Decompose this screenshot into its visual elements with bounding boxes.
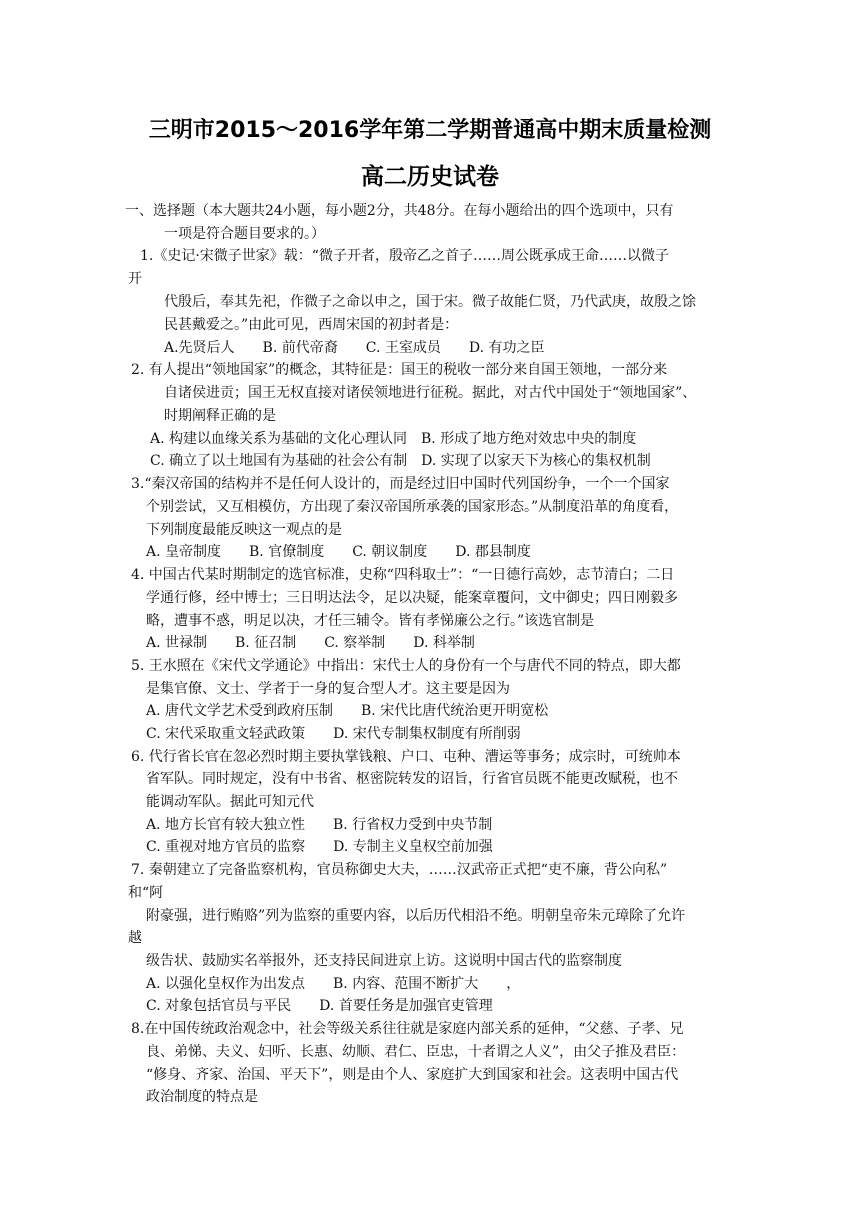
q1-stem: 1.《史记·宋微子世家》载：“微子开者，殷帝乙之首子……周公既承成王命……以微子	[140, 248, 669, 264]
q7-stem-wrap: 和“阿	[128, 885, 164, 901]
q4-stem: 4. 中国古代某时期制定的选官标准，史称“四科取士”：“一日德行高妙，志节清白；二日	[131, 567, 675, 583]
q5-stem-cont: 是集官僚、文士、学者于一身的复合型人才。这主要是因为	[146, 681, 510, 697]
q7-stem-wrap: 越	[128, 930, 142, 946]
exam-title: 三明市2015～2016学年第二学期普通高中期末质量检测	[148, 118, 712, 143]
q2-stem-cont: 自诸侯进贡；国王无权直接对诸侯领地进行征税。据此，对古代中国处于“领地国家”、	[164, 385, 697, 401]
q5-stem: 5. 王水照在《宋代文学通论》中指出：宋代士人的身份有一个与唐代不同的特点，即大都	[131, 658, 681, 674]
q6-options-ab: A. 地方长官有较大独立性 B. 行省权力受到中央节制	[146, 817, 493, 833]
q7-stem-cont: 附豪强，进行贿赂”列为监察的重要内容，以后历代相沿不绝。明朝皇帝朱元璋除了允许	[146, 908, 686, 924]
q3-stem-cont: 个别尝试，又互相模仿，方出现了秦汉帝国所承袭的国家形态。”从制度沿革的角度看，	[146, 499, 679, 515]
q7-stem: 7. 秦朝建立了完备监察机构，官员称御史大夫，……汉武帝正式把“吏不廉，背公向私”	[131, 862, 668, 878]
q7-options-ab: A. 以强化皇权作为出发点 B. 内容、范围不断扩大 ，	[146, 976, 521, 992]
q5-options-ab: A. 唐代文学艺术受到政府压制 B. 宋代比唐代统治更开明宽松	[146, 703, 549, 719]
q6-stem: 6. 代行省长官在忽必烈时期主要执掌钱粮、户口、屯种、漕运等事务；成宗时，可统帅本	[131, 749, 681, 765]
q2-stem: 2. 有人提出“领地国家”的概念，其特征是：国王的税收一部分来自国王领地，一部分来	[131, 362, 668, 378]
q5-options-cd: C. 宋代采取重文轻武政策 D. 宋代专制集权制度有所削弱	[146, 726, 521, 742]
exam-subtitle: 高二历史试卷	[361, 164, 499, 190]
q8-stem-cont: 良、弟悌、夫义、妇听、长惠、幼顺、君仁、臣忠，十者谓之人义”，由父子推及君臣：	[146, 1044, 686, 1060]
q1-stem-cont: 民甚戴爱之。”由此可见，西周宋国的初封者是：	[164, 317, 459, 333]
q7-stem-cont: 级告状、鼓励实名举报外，还支持民间进京上访。这说明中国古代的监察制度	[146, 953, 622, 969]
q6-options-cd: C. 重视对地方官员的监察 D. 专制主义皇权空前加强	[146, 839, 493, 855]
section-heading: 一、选择题（本大题共24小题，每小题2分，共48分。在每小题给出的四个选项中，只有	[125, 203, 674, 219]
section-heading-cont: 一项是符合题目要求的。）	[164, 226, 325, 242]
q2-options-cd: C. 确立了以土地国有为基础的社会公有制 D. 实现了以家天下为核心的集权机制	[150, 453, 651, 469]
q6-stem-cont: 省军队。同时规定，没有中书省、枢密院转发的诏旨，行省官员既不能更改赋税，也不	[146, 771, 678, 787]
q8-stem-cont: “修身、齐家、治国、平天下”，则是由个人、家庭扩大到国家和社会。这表明中国古代	[146, 1067, 679, 1083]
q1-options: A.先贤后人 B. 前代帝裔 C. 王室成员 D. 有功之臣	[164, 340, 545, 356]
q7-options-cd: C. 对象包括官员与平民 D. 首要任务是加强官吏管理	[146, 998, 493, 1014]
q3-stem: 3.“秦汉帝国的结构并不是任何人设计的，而是经过旧中国时代列国纷争，一个一个国家	[131, 476, 670, 492]
q4-stem-cont: 学通行修，经中博士；三日明达法令，足以决疑，能案章覆问，文中御史；四日刚毅多	[146, 590, 678, 606]
q8-stem: 8.在中国传统政治观念中，社会等级关系往往就是家庭内部关系的延伸，“父慈、子孝、兄	[131, 1021, 684, 1037]
q6-stem-cont: 能调动军队。据此可知元代	[146, 794, 314, 810]
q1-stem-wrap: 开	[128, 271, 142, 287]
q1-stem-cont: 代殷后，奉其先祀，作微子之命以申之，国于宋。微子故能仁贤，乃代武庚，故殷之馀	[164, 294, 696, 310]
q8-stem-cont: 政治制度的特点是	[146, 1089, 258, 1105]
q4-options: A. 世禄制 B. 征召制 C. 察举制 D. 科举制	[146, 635, 475, 651]
q3-stem-cont: 下列制度最能反映这一观点的是	[146, 522, 342, 538]
q3-options: A. 皇帝制度 B. 官僚制度 C. 朝议制度 D. 郡县制度	[146, 544, 531, 560]
q2-options-ab: A. 构建以血缘关系为基础的文化心理认同 B. 形成了地方绝对效忠中央的制度	[150, 431, 637, 447]
q2-stem-cont: 时期阐释正确的是	[164, 408, 276, 424]
q4-stem-cont: 略，遭事不惑，明足以决，才任三辅令。皆有孝悌廉公之行。”该选官制是	[146, 613, 595, 629]
